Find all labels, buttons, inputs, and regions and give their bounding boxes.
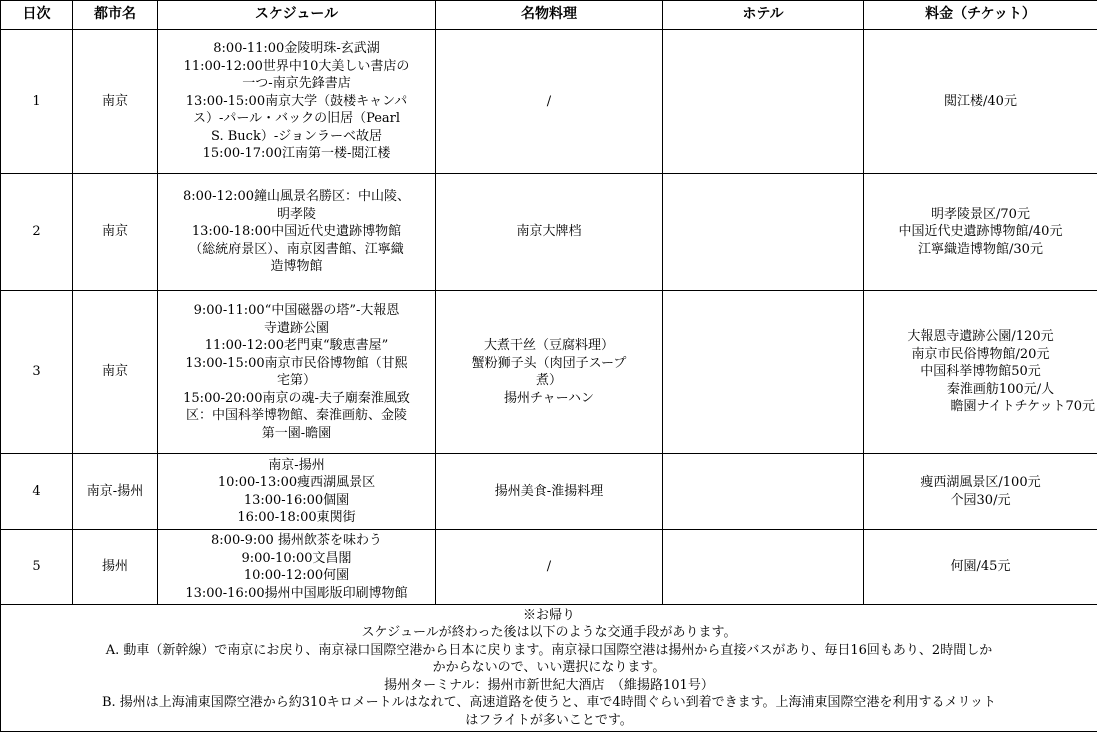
schedule-line: 11:00-12:00老門東“駿恵書屋” — [204, 338, 389, 353]
hotel-cell — [663, 174, 864, 291]
cuisine-cell — [436, 30, 663, 174]
schedule-line: 造博物館 — [270, 259, 323, 275]
table-row — [1, 291, 1097, 454]
schedule-line: 明孝陵 — [276, 206, 316, 222]
schedule-line: 9:00-11:00“中国磁器の塔”-大報恩 — [193, 303, 400, 318]
day-cell: 3 — [1, 291, 73, 454]
cuisine-cell — [436, 454, 663, 530]
note-row — [1, 605, 1097, 732]
note-line: ※お帰り — [522, 607, 575, 623]
table-row — [1, 454, 1097, 530]
city-cell: 南京 — [73, 30, 158, 174]
schedule-line: 8:00-9:00 揚州飲茶を味わう — [211, 533, 382, 548]
cuisine-cell — [436, 174, 663, 291]
note-line: 揚州ターミナル：揚州市新世紀大酒店 （維揚路101号） — [384, 677, 714, 693]
fee-cell — [864, 291, 1097, 454]
schedule-cell — [158, 174, 436, 291]
schedule-line: 10:00-13:00痩西湖風景区 — [217, 475, 376, 490]
schedule-line: 13:00-15:00南京市民俗博物館（甘熙 — [185, 355, 408, 371]
schedule-line: 寺遺跡公園 — [263, 320, 329, 336]
schedule-line: 13:00-18:00中国近代史遺跡博物館 — [191, 224, 402, 240]
cuisine-line: 南京大牌档 — [516, 224, 582, 240]
fee-line: 中国近代史遺跡博物館/40元 — [898, 224, 1063, 240]
fee-line: 秦淮画舫100元/人 — [946, 381, 1055, 397]
cuisine-cell — [436, 291, 663, 454]
header-schedule: スケジュール — [158, 1, 436, 30]
header-cuisine: 名物料理 — [436, 1, 663, 30]
cuisine-line: 大煮干丝（豆腐料理） — [483, 338, 614, 353]
schedule-line: 16:00-18:00東関街 — [237, 510, 356, 525]
table-row — [1, 30, 1097, 174]
note-line: スケジュールが終わった後は以下のような交通手段があります。 — [361, 625, 737, 641]
note-line: かからないので、いい選択になります。 — [432, 660, 666, 676]
city-cell: 揚州 — [73, 530, 158, 605]
schedule-line: 13:00-15:00南京大学（鼓楼キャンパ — [185, 93, 408, 109]
schedule-cell — [158, 30, 436, 174]
hotel-cell — [663, 30, 864, 174]
fee-cell — [864, 454, 1097, 530]
fee-cell — [864, 174, 1097, 291]
fee-line: 南京市民俗博物館/20元 — [911, 346, 1050, 362]
fee-line: 痩西湖風景区/100元 — [920, 475, 1041, 490]
day-cell: 4 — [1, 454, 73, 530]
schedule-line: 10:00-12:00何園 — [243, 568, 350, 583]
cuisine-line: 蟹粉狮子头（肉団子スープ — [471, 355, 627, 371]
schedule-line: （総統府景区）、南京図書館、江寧織 — [189, 241, 404, 257]
fee-line: 个园30/元 — [950, 492, 1011, 508]
cuisine-line: / — [546, 93, 552, 109]
schedule-line: S. Buck）-ジョンラーベ故居 — [211, 128, 382, 144]
schedule-line: 宅第） — [276, 373, 316, 388]
schedule-line: 南京-揚州 — [268, 457, 325, 473]
header-row — [1, 1, 1097, 30]
schedule-line: ス）-パール・バックの旧居（Pearl — [192, 111, 401, 127]
header-day: 日次 — [1, 1, 73, 30]
schedule-cell — [158, 454, 436, 530]
cuisine-line: 揚州美食-淮揚料理 — [494, 483, 604, 499]
fee-line: 瞻園ナイトチケット70元 — [950, 399, 1095, 415]
city-cell: 南京 — [73, 174, 158, 291]
fee-cell — [864, 30, 1097, 174]
city-cell: 南京-揚州 — [73, 454, 158, 530]
note-line: はフライトが多いことです。 — [465, 712, 633, 728]
note-line: A. 動車（新幹線）で南京にお戻り、南京禄口国際空港から日本に戻ります。南京禄口国際空港は揚州から直接バスがあり、毎日16回もあり、2時間しか — [105, 642, 993, 658]
fee-line: 江寧織造博物館/30元 — [918, 241, 1043, 257]
fee-line: 大報恩寺遺跡公園/120元 — [907, 329, 1054, 345]
schedule-line: 15:00-17:00江南第一楼-閲江楼 — [202, 146, 391, 162]
cuisine-line: / — [546, 559, 552, 575]
day-cell: 5 — [1, 530, 73, 605]
day-cell: 2 — [1, 174, 73, 291]
schedule-line: 9:00-10:00文昌閣 — [241, 550, 352, 566]
day-cell: 1 — [1, 30, 73, 174]
city-cell: 南京 — [73, 291, 158, 454]
schedule-line: 一つ-南京先鋒書店 — [242, 76, 351, 92]
fee-line: 中国科挙博物館50元 — [920, 364, 1041, 380]
schedule-line: 11:00-12:00世界中10大美しい書店の — [183, 58, 410, 74]
schedule-line: 区：中国科挙博物館、秦淮画舫、金陵 — [185, 408, 407, 423]
hotel-cell — [663, 291, 864, 454]
schedule-line: 13:00-16:00揚州中国彫版印刷博物館 — [185, 585, 408, 601]
schedule-line: 8:00-11:00金陵明珠-玄武湖 — [213, 41, 380, 57]
schedule-line: 15:00-20:00南京の魂-夫子廟秦淮風致 — [183, 390, 410, 406]
fee-line: 何園/45元 — [950, 559, 1011, 575]
fee-line: 明孝陵景区/70元 — [931, 206, 1030, 222]
table-row — [1, 174, 1097, 291]
fee-cell — [864, 530, 1097, 605]
schedule-line: 第一園-瞻園 — [261, 425, 332, 441]
hotel-cell — [663, 454, 864, 530]
schedule-line: 8:00-12:00鐘山風景名勝区：中山陵、 — [182, 189, 411, 205]
note-line: B. 揚州は上海浦東国際空港から約310キロメートルはなれて、高速道路を使うと、車で4時間ぐらい到着できます。上海浦東国際空港を利用するメリット — [101, 695, 997, 711]
cuisine-line: 煮） — [535, 373, 562, 388]
return-note-cell — [1, 605, 1097, 732]
header-hotel: ホテル — [663, 1, 864, 30]
cuisine-cell — [436, 530, 663, 605]
schedule-line: 13:00-16:00個園 — [243, 492, 350, 508]
header-fee: 料金（チケット） — [864, 1, 1097, 30]
schedule-cell — [158, 291, 436, 454]
hotel-cell — [663, 530, 864, 605]
table-row — [1, 530, 1097, 605]
schedule-cell — [158, 530, 436, 605]
fee-line: 閲江楼/40元 — [944, 93, 1017, 109]
cuisine-line: 揚州チャーハン — [504, 390, 594, 406]
header-city: 都市名 — [73, 1, 158, 30]
